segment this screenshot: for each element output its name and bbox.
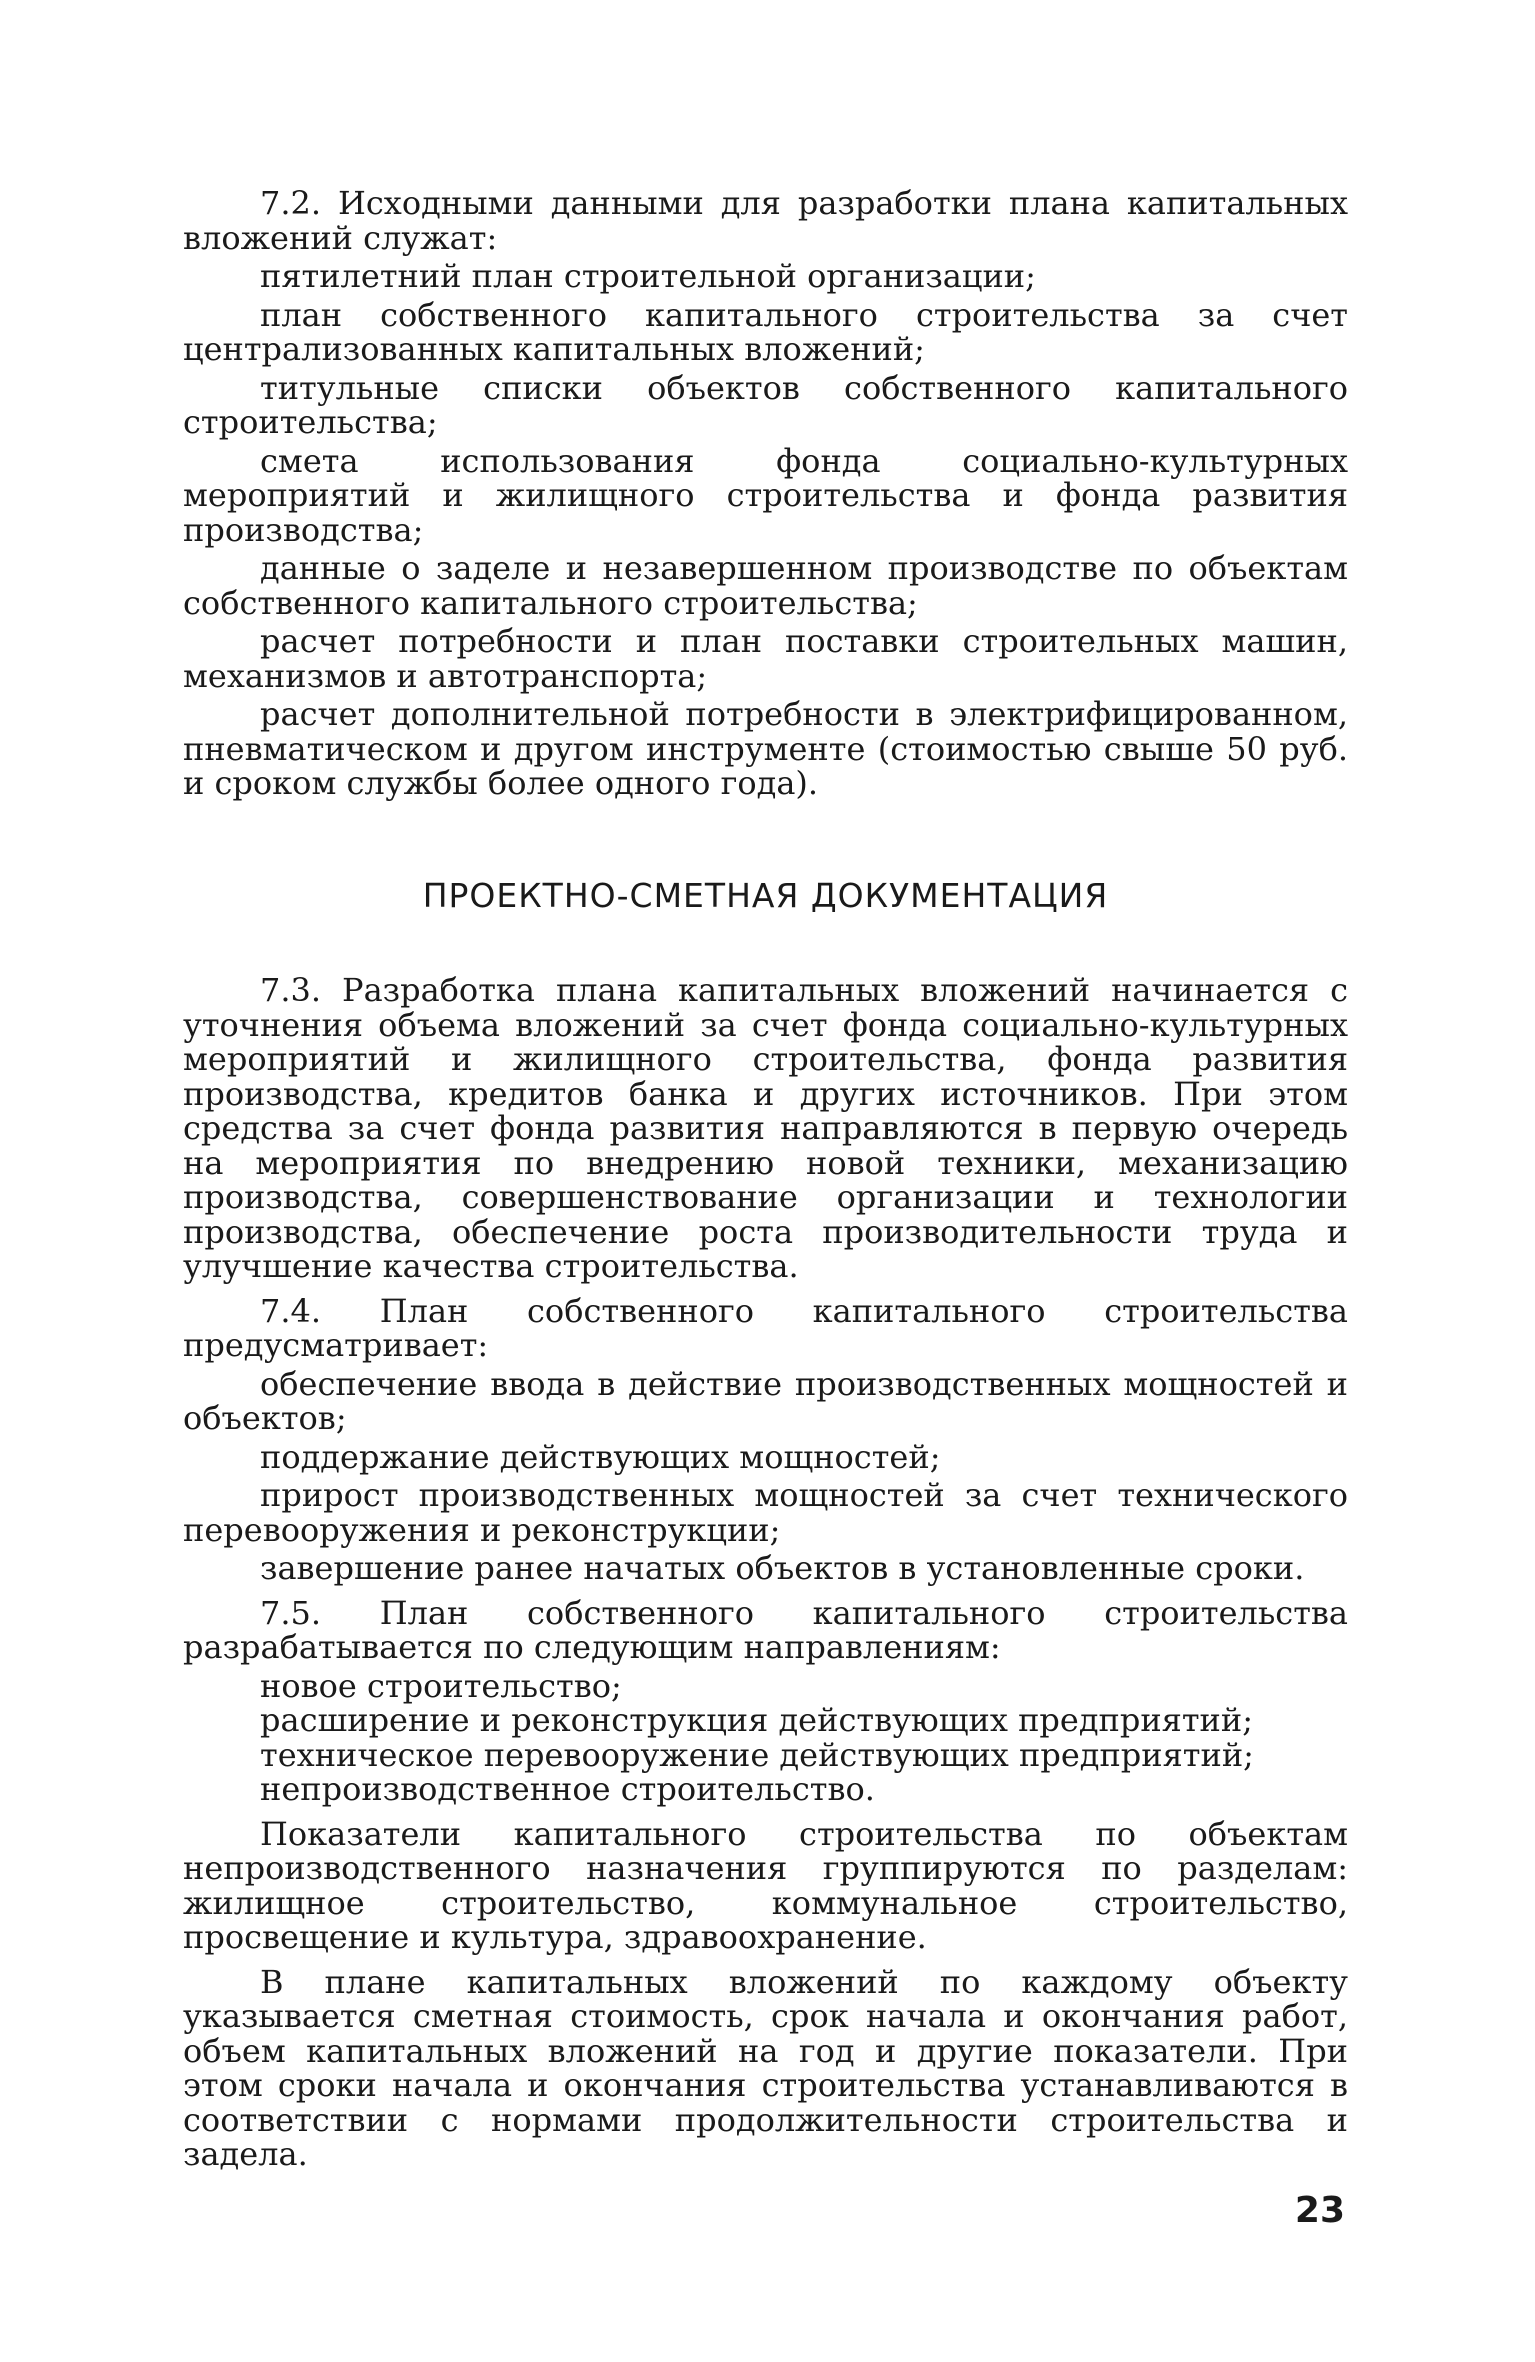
section-7-2-item: смета использования фонда социально-культурных мероприятий и жилищного строительства и фонда развития производства; — [183, 441, 1348, 549]
section-7-4-intro: 7.4. План собственного капитального строительства предусматривает: — [183, 1291, 1348, 1364]
section-7-5-item: расширение и реконструкция действующих предприятий; — [260, 1701, 1253, 1739]
section-7-4-item: поддержание действующих мощностей; — [260, 1437, 941, 1476]
section-7-2-item: пятилетний план строительной организации; — [260, 257, 1036, 295]
section-7-2-item: титульные списки объектов собственного капитального строительства; — [183, 368, 1348, 441]
section-7-5-item: непроизводственное строительство. — [260, 1770, 875, 1808]
document-page — [183, 186, 1348, 2176]
section-7-4-item: обеспечение ввода в действие производственных мощностей и объектов; — [183, 1364, 1348, 1437]
section-7-2-item: расчет потребности и план поставки строительных машин, механизмов и автотранспорта; — [183, 622, 1348, 695]
section-7-4-item: прирост производственных мощностей за счет технического перевооружения и реконструкции; — [183, 1476, 1348, 1549]
page-number: 23 — [1294, 2190, 1345, 2231]
section-heading: ПРОЕКТНО-СМЕТНАЯ ДОКУМЕНТАЦИЯ — [422, 875, 1109, 915]
section-7-2-item: расчет дополнительной потребности в электрифицированном, пневматическом и другом инструменте (стоимостью свыше 50 руб. и сроком службы более одного года). — [183, 695, 1348, 802]
section-7-2-item: план собственного капитального строительства за счет централизованных капитальных вложений; — [183, 295, 1348, 368]
indicators-paragraph: Показатели капитального строительства по объектам непроизводственного назначения группируются по разделам: жилищное строительство, коммунальное строительство, просвещение и культура, здравоохранение. — [183, 1814, 1348, 1956]
section-7-5-item: техническое перевооружение действующих предприятий; — [260, 1735, 1254, 1774]
plan-paragraph: В плане капитальных вложений по каждому объекту указывается сметная стоимость, срок начала и окончания работ, объем капитальных вложений на год и другие показатели. При этом сроки начала и окончания строительства устанавливаются в соответствии с нормами продолжительности строительства и задела. — [183, 1962, 1348, 2173]
section-7-4-item: завершение ранее начатых объектов в установленные сроки. — [260, 1549, 1305, 1587]
section-7-5-item: новое строительство; — [260, 1666, 622, 1705]
section-7-3-paragraph: 7.3. Разработка плана капитальных вложений начинается с уточнения объема вложений за счет фонда социально-культурных мероприятий и жилищного строительства, фонда развития производства, кредитов банка и других источников. При этом средства за счет фонда развития направляются в первую очередь на мероприятия по внедрению новой техники, механизацию производства, совершенствование организации и технологии производства, обеспечение роста производительности труда и улучшение качества строительства. — [183, 971, 1348, 1285]
section-7-2-item: данные о заделе и незавершенном производстве по объектам собственного капитального строительства; — [183, 549, 1348, 622]
section-7-5-intro: 7.5. План собственного капитального строительства разрабатывается по следующим направлениям: — [183, 1593, 1348, 1666]
section-7-2-intro: 7.2. Исходными данными для разработки плана капитальных вложений служат: — [183, 184, 1348, 257]
